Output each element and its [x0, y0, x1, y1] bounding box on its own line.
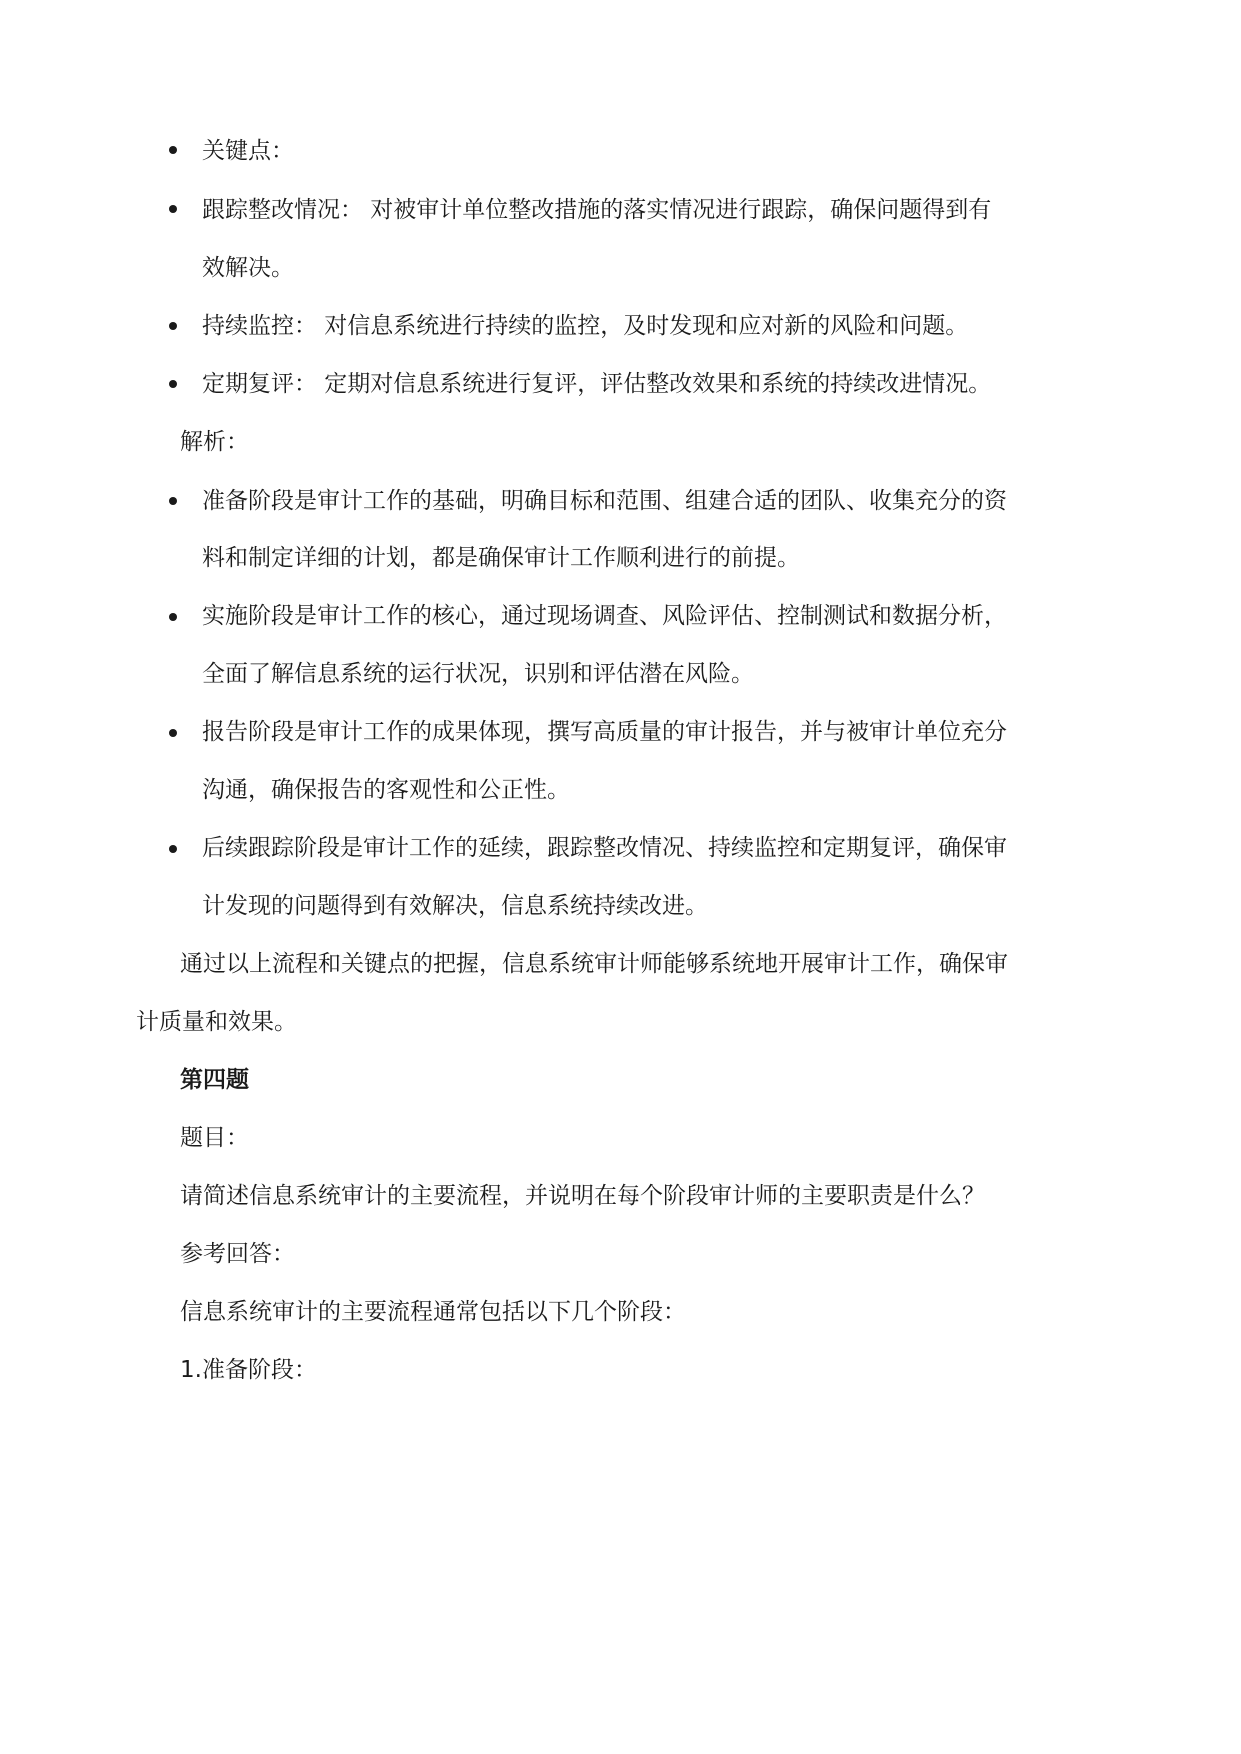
- bullet-text: 关键点：: [202, 138, 294, 164]
- bullet-dot: [169, 613, 177, 621]
- bullet-text: 报告阶段是审计工作的成果体现，撰写高质量的审计报告，并与被审计单位充分: [202, 719, 1007, 745]
- bullet-text-continuation: 沟通，确保报告的客观性和公正性。: [202, 777, 570, 803]
- bullet-text: 持续监控： 对信息系统进行持续的监控，及时发现和应对新的风险和问题。: [202, 313, 969, 339]
- summary-paragraph: 通过以上流程和关键点的把握，信息系统审计师能够系统地开展审计工作，确保审: [180, 951, 1008, 977]
- answer-label: 参考回答：: [180, 1241, 295, 1267]
- bullet-dot: [169, 845, 177, 853]
- stage-heading: 1.准备阶段：: [180, 1357, 317, 1383]
- bullet-text: 定期复评： 定期对信息系统进行复评，评估整改效果和系统的持续改进情况。: [202, 371, 992, 397]
- bullet-dot: [169, 322, 177, 330]
- bullet-dot: [169, 497, 177, 505]
- question-heading: 第四题: [180, 1067, 249, 1093]
- bullet-text-continuation: 全面了解信息系统的运行状况，识别和评估潜在风险。: [202, 661, 754, 687]
- bullet-dot: [169, 205, 177, 213]
- bullet-text-continuation: 计发现的问题得到有效解决，信息系统持续改进。: [202, 893, 708, 919]
- analysis-label: 解析：: [180, 429, 249, 455]
- bullet-text: 准备阶段是审计工作的基础，明确目标和范围、组建合适的团队、收集充分的资: [202, 488, 1007, 514]
- bullet-dot: [169, 380, 177, 388]
- bullet-dot: [169, 146, 177, 154]
- question-text: 请简述信息系统审计的主要流程，并说明在每个阶段审计师的主要职责是什么？: [180, 1183, 985, 1209]
- bullet-text-continuation: 料和制定详细的计划，都是确保审计工作顺利进行的前提。: [202, 545, 800, 571]
- question-label: 题目：: [180, 1125, 249, 1151]
- bullet-text: 后续跟踪阶段是审计工作的延续，跟踪整改情况、持续监控和定期复评，确保审: [202, 835, 1007, 861]
- summary-paragraph-continuation: 计质量和效果。: [136, 1009, 297, 1035]
- answer-intro: 信息系统审计的主要流程通常包括以下几个阶段：: [180, 1299, 686, 1325]
- bullet-dot: [169, 729, 177, 737]
- bullet-text: 实施阶段是审计工作的核心，通过现场调查、风险评估、控制测试和数据分析，: [202, 603, 1007, 629]
- bullet-text-continuation: 效解决。: [202, 255, 294, 281]
- bullet-text: 跟踪整改情况： 对被审计单位整改措施的落实情况进行跟踪，确保问题得到有: [202, 197, 992, 223]
